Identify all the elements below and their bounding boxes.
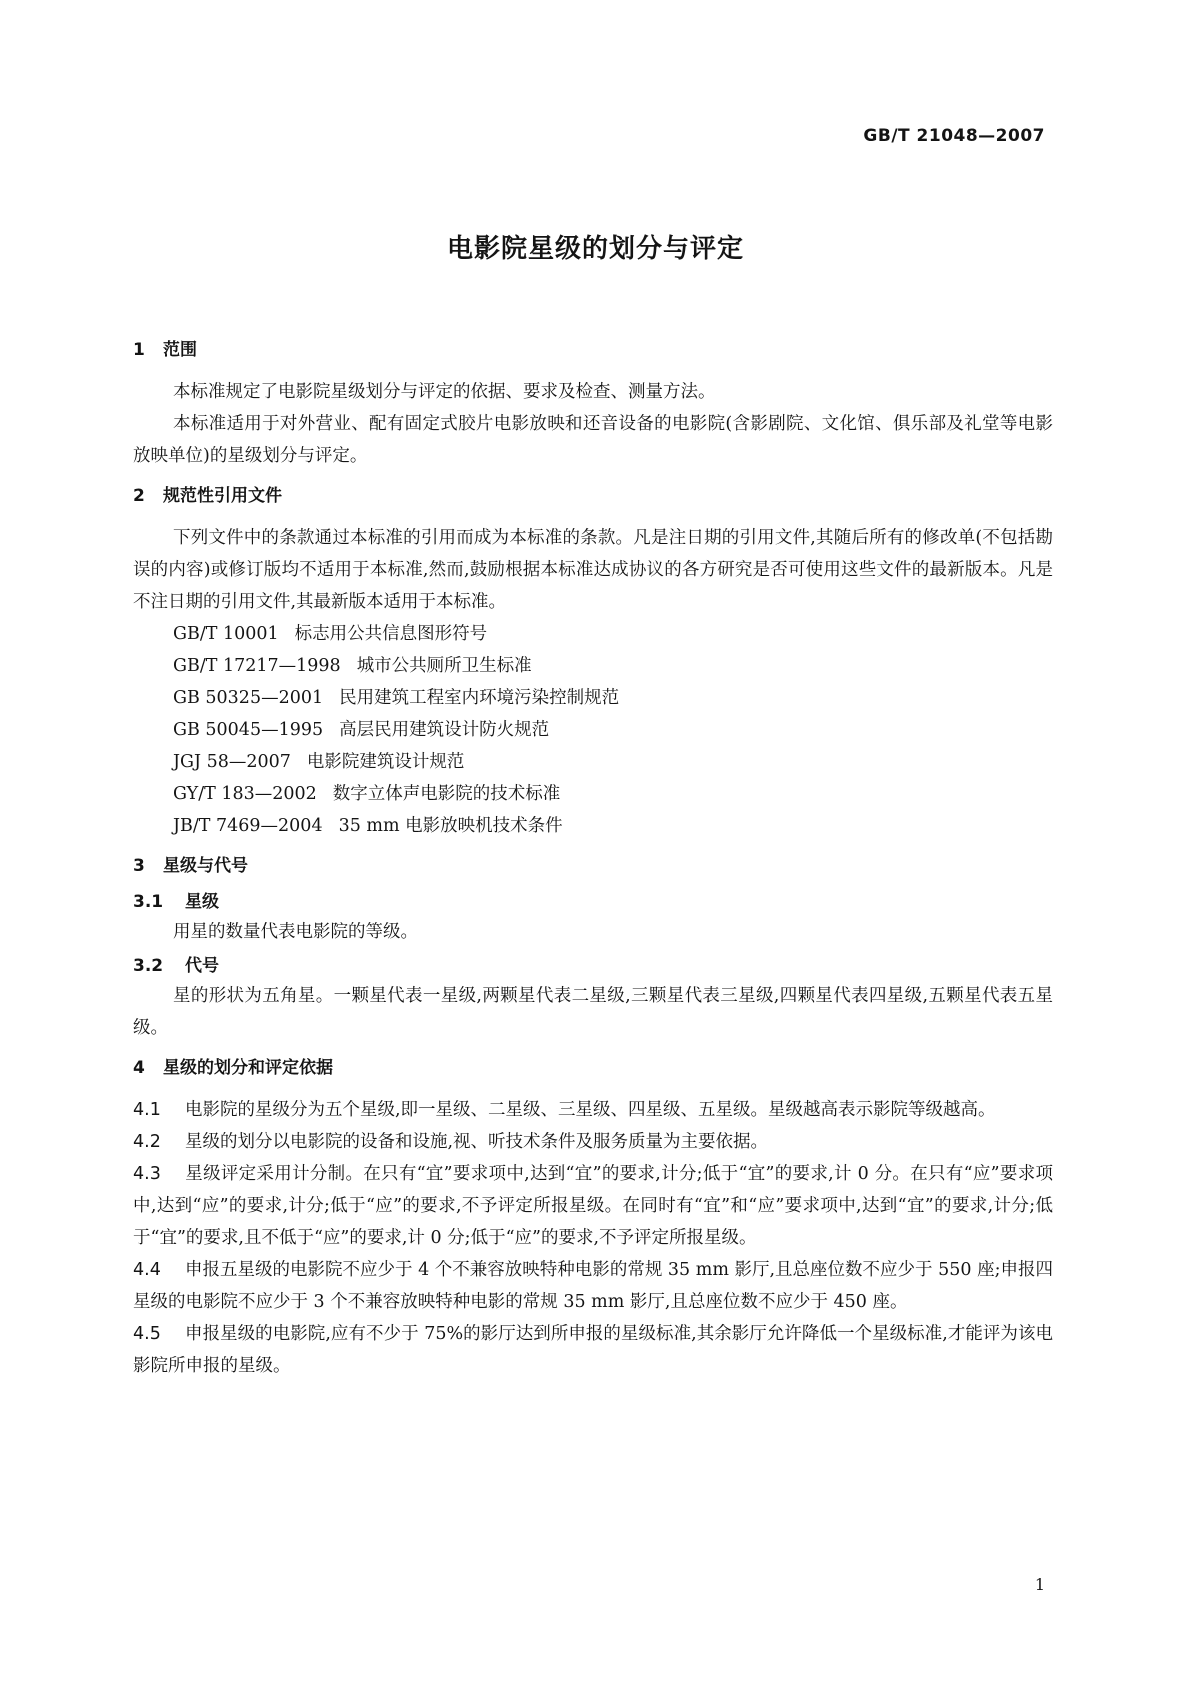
document-title: 电影院星级的划分与评定 — [446, 234, 744, 264]
section-heading-4 — [133, 1056, 1053, 1080]
clause-4-4 — [133, 1254, 1053, 1318]
reference-code: GB 50045—1995 — [173, 720, 324, 740]
section-number: 1 — [133, 340, 145, 360]
clause-4-5 — [133, 1318, 1053, 1382]
reference-code: GB 50325—2001 — [173, 688, 324, 708]
reference-name: 民用建筑工程室内环境污染控制规范 — [339, 688, 620, 708]
clause-text: 星级的划分以电影院的设备和设施,视、听技术条件及服务质量为主要依据。 — [185, 1132, 769, 1152]
clause-text: 星级评定采用计分制。在只有“宜”要求项中,达到“宜”的要求,计分;低于“宜”的要求,计 0 分。在只有“应”要求项中,达到“应”的要求,计分;低于“应”的要求,不予评定所报星级。在同时有“宜”和“应”要求项中,达到“宜”的要求,计分;低于“宜”的要求,且不低于“应”的要求,计 0 分;低于“应”的要求,不予评定所报星级。 — [133, 1164, 1053, 1248]
reference-item — [133, 682, 1053, 714]
reference-name: 35 mm 电影放映机技术条件 — [338, 816, 563, 836]
section-title: 星级的划分和评定依据 — [163, 1058, 333, 1078]
clause-number: 4.5 — [133, 1324, 161, 1344]
clause-number: 4.4 — [133, 1260, 161, 1280]
subsection-number: 3.1 — [133, 892, 164, 912]
reference-code: JGJ 58—2007 — [173, 752, 291, 772]
clause-4-2 — [133, 1126, 1053, 1158]
clause-text: 申报五星级的电影院不应少于 4 个不兼容放映特种电影的常规 35 mm 影厅,且总座位数不应少于 550 座;申报四星级的电影院不应少于 3 个不兼容放映特种电影的常规 35 mm 影厅,且总座位数不应少于 450 座。 — [133, 1260, 1053, 1312]
reference-item — [133, 650, 1053, 682]
subsection-title: 代号 — [185, 956, 219, 976]
reference-name: 高层民用建筑设计防火规范 — [339, 720, 550, 740]
reference-name: 数字立体声电影院的技术标准 — [332, 784, 561, 804]
reference-item — [133, 778, 1053, 810]
clause-number: 4.1 — [133, 1100, 161, 1120]
subsection-heading-3-1 — [133, 888, 1053, 916]
reference-item — [133, 810, 1053, 842]
reference-code: JB/T 7469—2004 — [173, 816, 323, 836]
section-heading-1 — [133, 338, 1053, 362]
section-number: 4 — [133, 1058, 145, 1078]
reference-name: 城市公共厕所卫生标准 — [356, 656, 532, 676]
paragraph: 本标准适用于对外营业、配有固定式胶片电影放映和还音设备的电影院(含影剧院、文化馆、俱乐部及礼堂等电影放映单位)的星级划分与评定。 — [133, 414, 1053, 466]
document-body — [133, 338, 1053, 1382]
reference-code: GB/T 17217—1998 — [173, 656, 341, 676]
reference-name: 标志用公共信息图形符号 — [294, 624, 488, 644]
reference-item — [133, 618, 1053, 650]
subsection-number: 3.2 — [133, 956, 164, 976]
paragraph: 星的形状为五角星。一颗星代表一星级,两颗星代表二星级,三颗星代表三星级,四颗星代表四星级,五颗星代表五星级。 — [133, 986, 1053, 1038]
subsection-heading-3-2 — [133, 952, 1053, 980]
standard-number: GB/T 21048—2007 — [863, 126, 1045, 146]
reference-item — [133, 746, 1053, 778]
reference-item — [133, 714, 1053, 746]
paragraph: 下列文件中的条款通过本标准的引用而成为本标准的条款。凡是注日期的引用文件,其随后所有的修改单(不包括勘误的内容)或修订版均不适用于本标准,然而,鼓励根据本标准达成协议的各方研究是否可使用这些文件的最新版本。凡是不注日期的引用文件,其最新版本适用于本标准。 — [133, 528, 1053, 612]
reference-code: GB/T 10001 — [173, 624, 279, 644]
section-title: 范围 — [163, 340, 197, 360]
section-heading-2 — [133, 484, 1053, 508]
reference-code: GY/T 183—2002 — [173, 784, 317, 804]
paragraph: 本标准规定了电影院星级划分与评定的依据、要求及检查、测量方法。 — [173, 382, 716, 402]
clause-4-3 — [133, 1158, 1053, 1254]
section-title: 星级与代号 — [163, 856, 248, 876]
clause-number: 4.2 — [133, 1132, 161, 1152]
section-title: 规范性引用文件 — [163, 486, 282, 506]
clause-number: 4.3 — [133, 1164, 161, 1184]
clause-text: 电影院的星级分为五个星级,即一星级、二星级、三星级、四星级、五星级。星级越高表示影院等级越高。 — [185, 1100, 996, 1120]
section-number: 2 — [133, 486, 145, 506]
clause-text: 申报星级的电影院,应有不少于 75%的影厅达到所申报的星级标准,其余影厅允许降低一个星级标准,才能评为该电影院所申报的星级。 — [133, 1324, 1053, 1376]
paragraph: 用星的数量代表电影院的等级。 — [173, 922, 418, 942]
subsection-title: 星级 — [185, 892, 219, 912]
page-number: 1 — [1034, 1575, 1045, 1594]
section-heading-3 — [133, 854, 1053, 878]
reference-name: 电影院建筑设计规范 — [306, 752, 465, 772]
section-number: 3 — [133, 856, 145, 876]
clause-4-1 — [133, 1094, 1053, 1126]
